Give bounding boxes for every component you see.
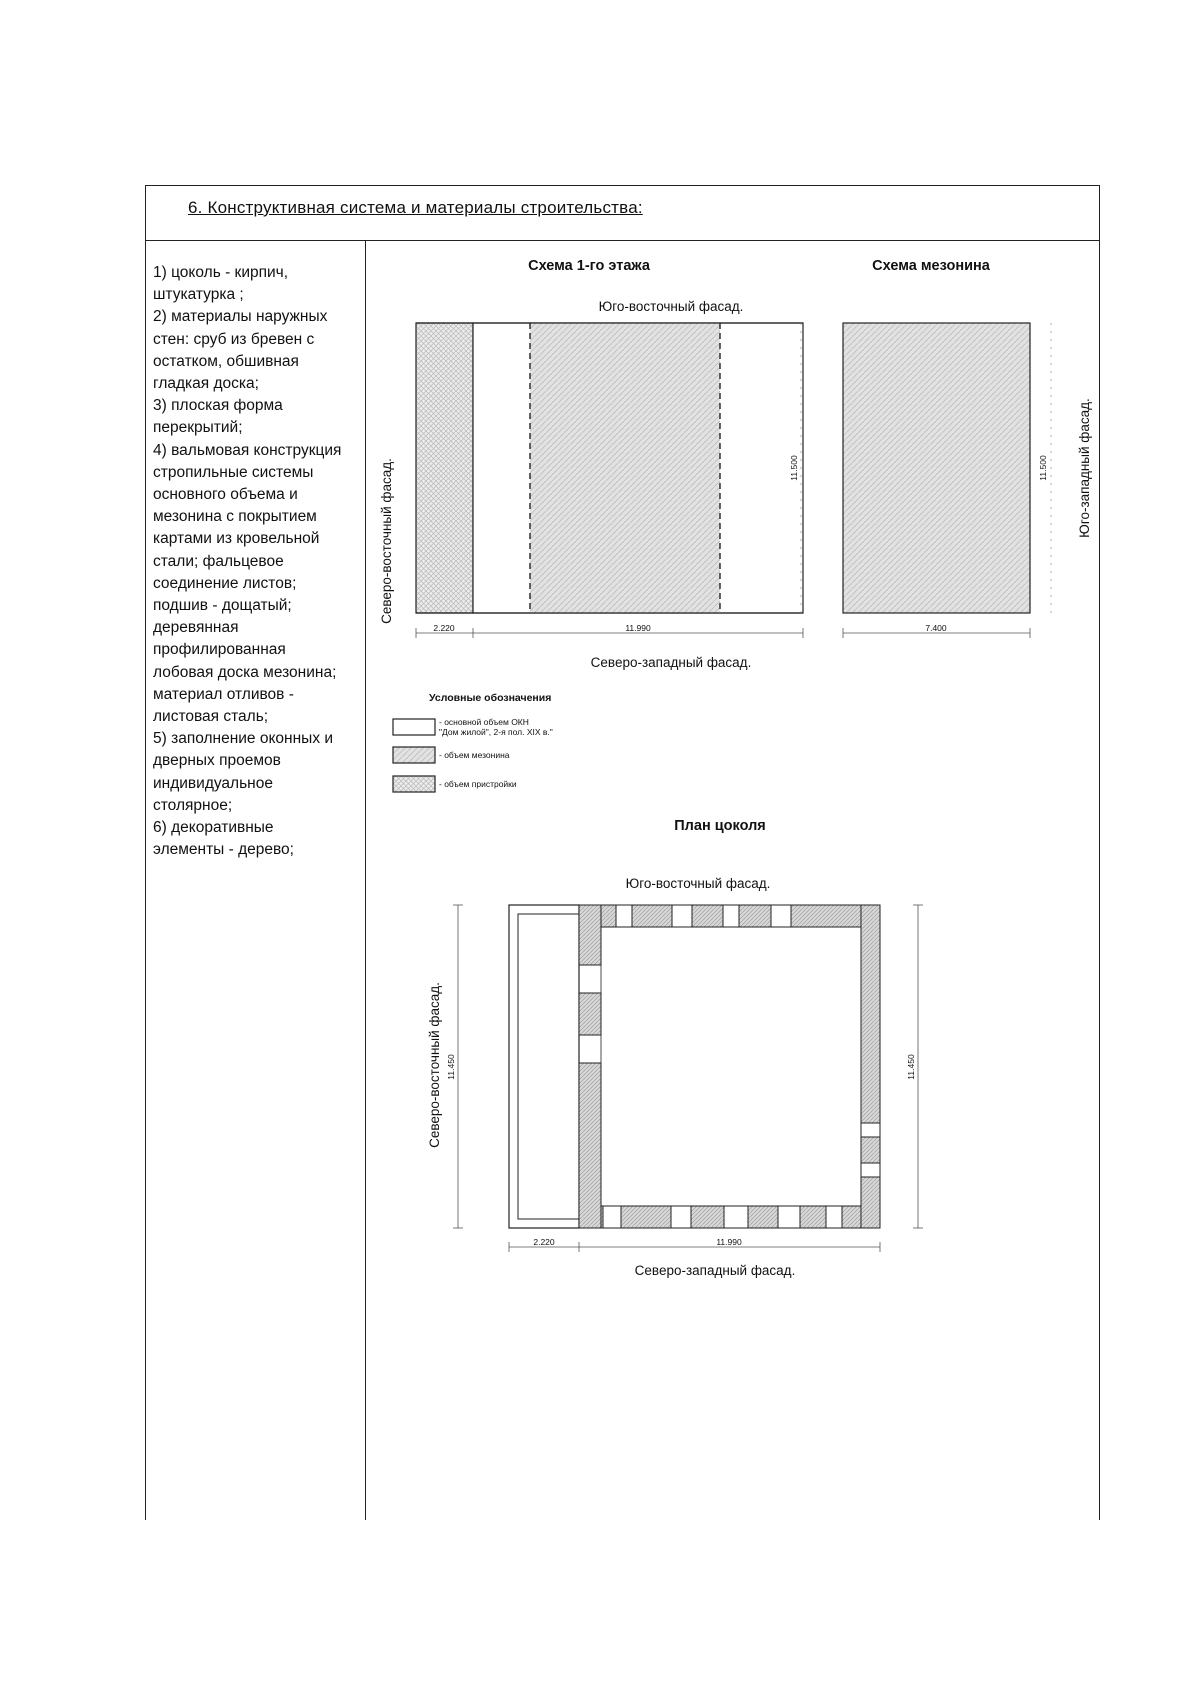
materials-line: индивидуальное (153, 774, 273, 792)
plinth-opening (826, 1206, 842, 1228)
materials-line: столярное; (153, 796, 233, 814)
materials-line: 5) заполнение оконных и (153, 730, 334, 748)
plinth-dim-right: 11.450 (906, 1054, 916, 1080)
materials-line: 2) материалы наружных (153, 308, 328, 326)
materials-line: стропильные системы (153, 463, 314, 481)
plinth-opening (671, 1206, 691, 1228)
scheme1-dim-left: 2.220 (433, 623, 455, 633)
plinth-plan (509, 905, 880, 1228)
materials-line: стен: сруб из бревен с (153, 330, 315, 348)
plinth-dimensions (453, 905, 923, 1252)
scheme1-dim-bottom: 11.990 (625, 623, 651, 633)
plinth-dim-bottom-right: 11.990 (716, 1237, 742, 1247)
materials-line: подшив - дощатый; (153, 597, 292, 615)
materials-line: основного объема и (153, 486, 298, 504)
scheme1-mezzanine-volume (530, 323, 720, 613)
scheme1-left-facade: Северо-восточный фасад. (379, 458, 394, 624)
table-right-border (1099, 240, 1100, 1520)
materials-line: дверных проемов (153, 752, 281, 770)
plinth-opening (723, 905, 739, 927)
materials-line: листовая сталь; (153, 708, 269, 726)
mezzanine-dim-right: 11.500 (1038, 455, 1048, 481)
materials-line: стали; фальцевое (153, 552, 284, 570)
plinth-bottom-facade: Северо-западный фасад. (634, 1263, 796, 1278)
mezzanine-right-facade: Юго-западный фасад. (1077, 398, 1092, 538)
materials-line: лобовая доска мезонина; (153, 663, 337, 681)
scheme1-plan (416, 323, 803, 613)
materials-line: 6) декоративные (153, 819, 274, 837)
scheme1-annex-volume (416, 323, 473, 613)
mezzanine-volume (843, 323, 1030, 613)
mezzanine-dim-bottom: 7.400 (925, 623, 947, 633)
scheme1-title: Схема 1-го этажа (528, 258, 650, 274)
table-left-border (145, 240, 146, 1520)
legend-item-main-line2: "Дом жилой", 2-я пол. XIX в." (439, 727, 553, 737)
materials-line: деревянная (153, 619, 239, 637)
plinth-wall-left-bottom (579, 1063, 601, 1228)
materials-line: мезонина с покрытием (153, 508, 317, 526)
legend-item-mezzanine: - объем мезонина (439, 750, 510, 760)
materials-line: штукатурка ; (153, 286, 244, 304)
plinth-dim-bottom-left: 2.220 (533, 1237, 555, 1247)
plinth-room-interior (601, 927, 861, 1206)
materials-line: соединение листов; (153, 574, 297, 592)
mezzanine-title: Схема мезонина (872, 258, 990, 274)
materials-line: материал отливов - (153, 685, 294, 703)
legend-swatch-mezzanine (393, 747, 435, 763)
materials-line: профилированная (153, 641, 286, 659)
scheme1-bottom-facade: Северо-западный фасад. (590, 655, 752, 670)
plinth-dim-left: 11.450 (446, 1054, 456, 1080)
plinth-opening (861, 1163, 880, 1177)
plinth-annex-outer (509, 905, 579, 1228)
legend-swatch-main (393, 719, 435, 735)
legend-item-annex: - объем пристройки (439, 779, 517, 789)
plinth-wall-left-top (579, 905, 601, 965)
materials-line: элементы - дерево; (153, 841, 294, 859)
plinth-left-facade: Северо-восточный фасад. (427, 982, 442, 1148)
legend-item-main-line1: - основной объем ОКН (439, 717, 529, 727)
legend-title: Условные обозначения (429, 692, 552, 704)
materials-line: перекрытий; (153, 419, 243, 437)
materials-line: гладкая доска; (153, 375, 259, 393)
materials-line: 4) вальмовая конструкция (153, 441, 342, 459)
materials-line: картами из кровельной (153, 530, 320, 548)
scheme1-dim-right: 11.500 (789, 455, 799, 481)
drawings-area (366, 241, 1096, 1516)
plinth-opening (771, 905, 791, 927)
plinth-title: План цоколя (674, 818, 766, 834)
materials-list (153, 262, 363, 861)
scheme1-top-facade: Юго-восточный фасад. (598, 299, 744, 314)
plinth-opening (603, 1206, 621, 1228)
plinth-opening (616, 905, 632, 927)
plinth-annex-inner (518, 914, 579, 1219)
materials-line: 3) плоская форма (153, 397, 283, 415)
plinth-opening (861, 1123, 880, 1137)
plinth-wall-left-mid (579, 993, 601, 1035)
materials-line: 1) цоколь - кирпич, (153, 264, 289, 281)
plinth-wall-right (861, 905, 880, 1228)
plinth-opening (724, 1206, 748, 1228)
section-title: 6. Конструктивная система и материалы строительства: (188, 198, 643, 217)
plinth-opening (778, 1206, 800, 1228)
plinth-top-facade: Юго-восточный фасад. (625, 876, 771, 891)
legend-swatch-annex (393, 776, 435, 792)
plinth-opening (672, 905, 692, 927)
materials-line: остатком, обшивная (153, 352, 299, 370)
